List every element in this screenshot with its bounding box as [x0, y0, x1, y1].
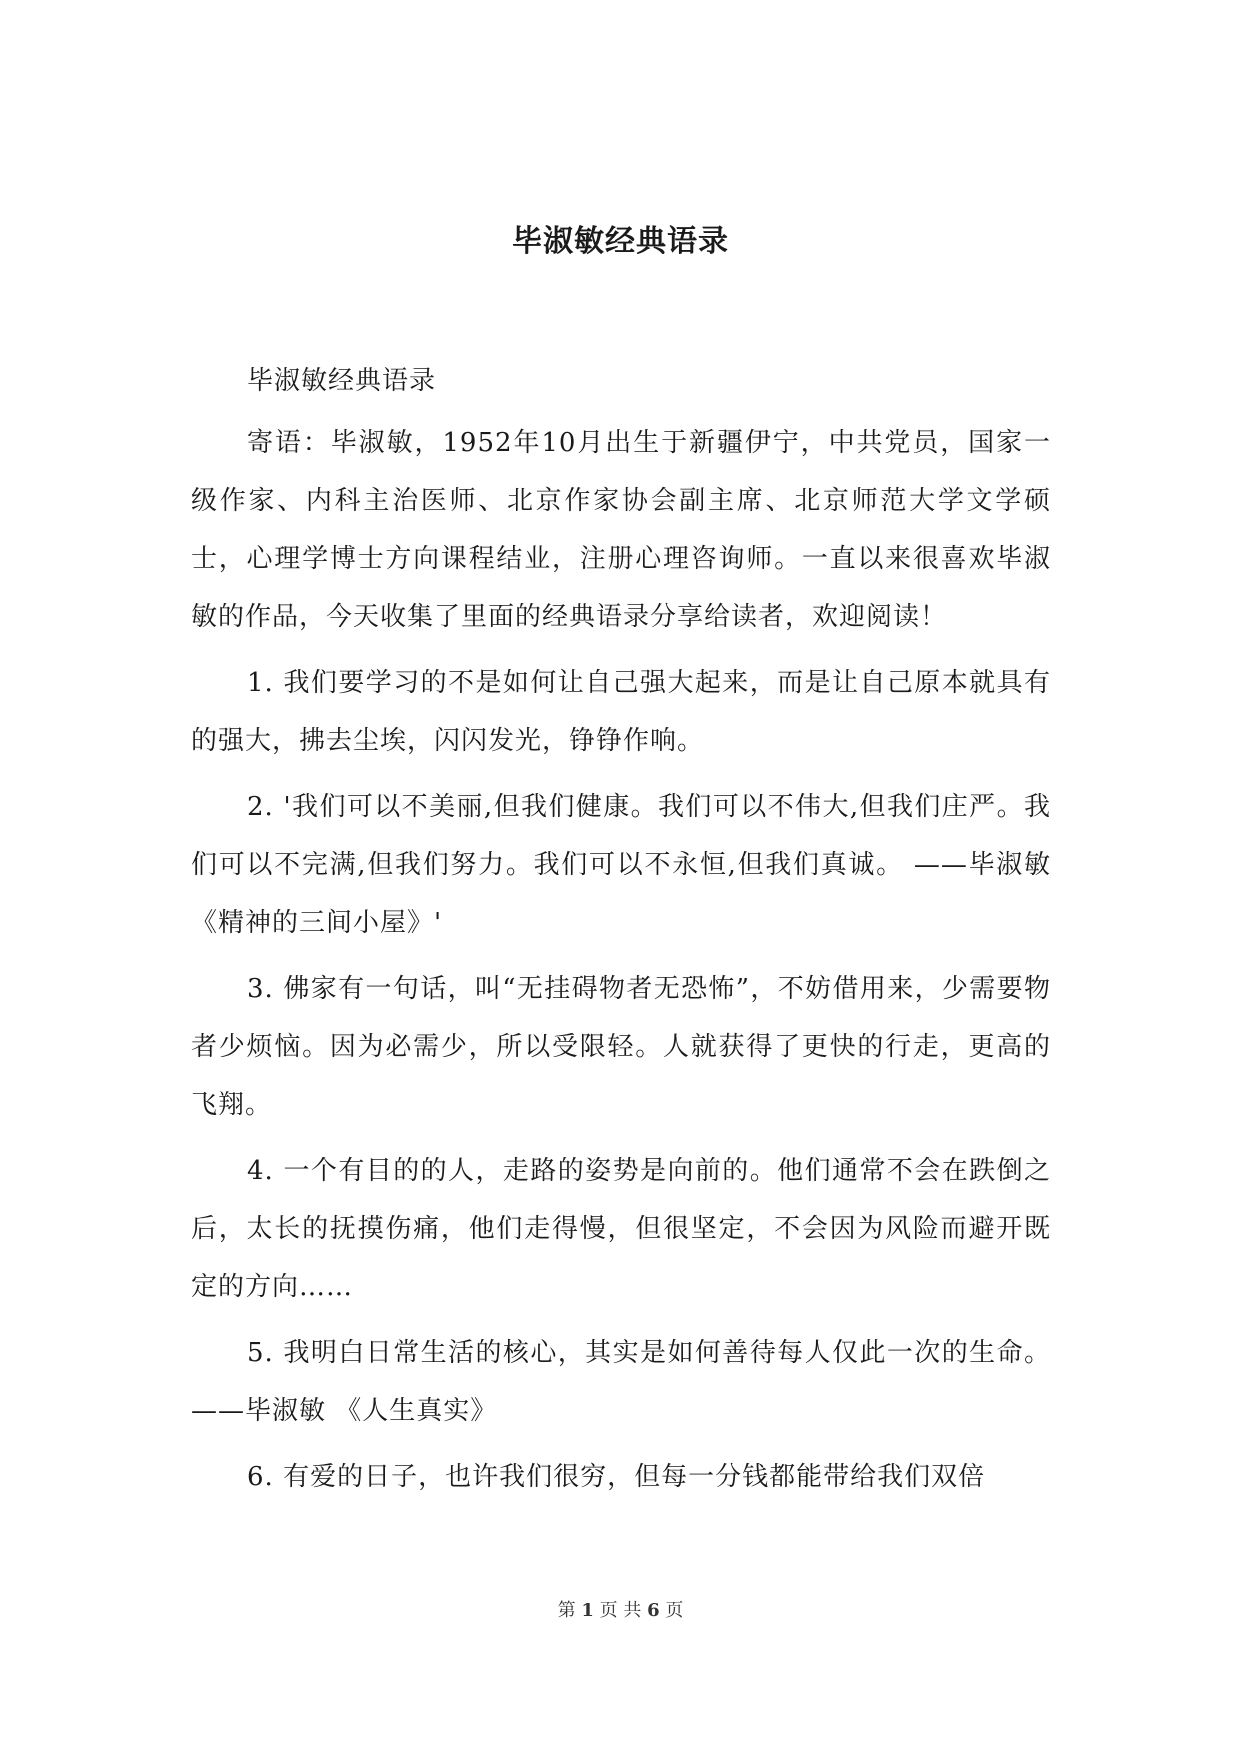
quote-1: 1. 我们要学习的不是如何让自己强大起来，而是让自己原本就具有的强大，拂去尘埃，闪闪发光，铮铮作响。: [191, 668, 1051, 756]
document-body: [191, 352, 1051, 1506]
quote-2: 2. '我们可以不美丽,但我们健康。我们可以不伟大,但我们庄严。我们可以不完满,但我们努力。我们可以不永恒,但我们真诚。 ——毕淑敏 《精神的三间小屋》': [191, 792, 1051, 938]
total-pages-number: 6: [647, 1600, 660, 1621]
quote-3: 3. 佛家有一句话，叫“无挂碍物者无恐怖”，不妨借用来，少需要物者少烦恼。因为必需少，所以受限轻。人就获得了更快的行走，更高的飞翔。: [191, 974, 1051, 1120]
quote-5: 5. 我明白日常生活的核心，其实是如何善待每人仅此一次的生命。 ——毕淑敏 《人生真实》: [191, 1338, 1051, 1426]
page-footer: [0, 1599, 1241, 1623]
intro-paragraph: 寄语：毕淑敏，1952年10月出生于新疆伊宁，中共党员，国家一级作家、内科主治医师、北京作家协会副主席、北京师范大学文学硕士，心理学博士方向课程结业，注册心理咨询师。一直以来很喜欢毕淑敏的作品，今天收集了里面的经典语录分享给读者，欢迎阅读！: [191, 428, 1051, 632]
document-title: 毕淑敏经典语录: [512, 224, 729, 259]
quote-6: 6. 有爱的日子，也许我们很穷，但每一分钱都能带给我们双倍: [247, 1462, 986, 1492]
footer-middle: 页 共: [599, 1600, 642, 1621]
footer-suffix: 页: [665, 1600, 684, 1621]
footer-prefix: 第: [557, 1600, 576, 1621]
quote-4: 4. 一个有目的的人，走路的姿势是向前的。他们通常不会在跌倒之后，太长的抚摸伤痛，他们走得慢，但很坚定，不会因为风险而避开既定的方向……: [191, 1156, 1051, 1302]
current-page-number: 1: [581, 1600, 594, 1621]
document-subtitle: 毕淑敏经典语录: [247, 366, 437, 396]
